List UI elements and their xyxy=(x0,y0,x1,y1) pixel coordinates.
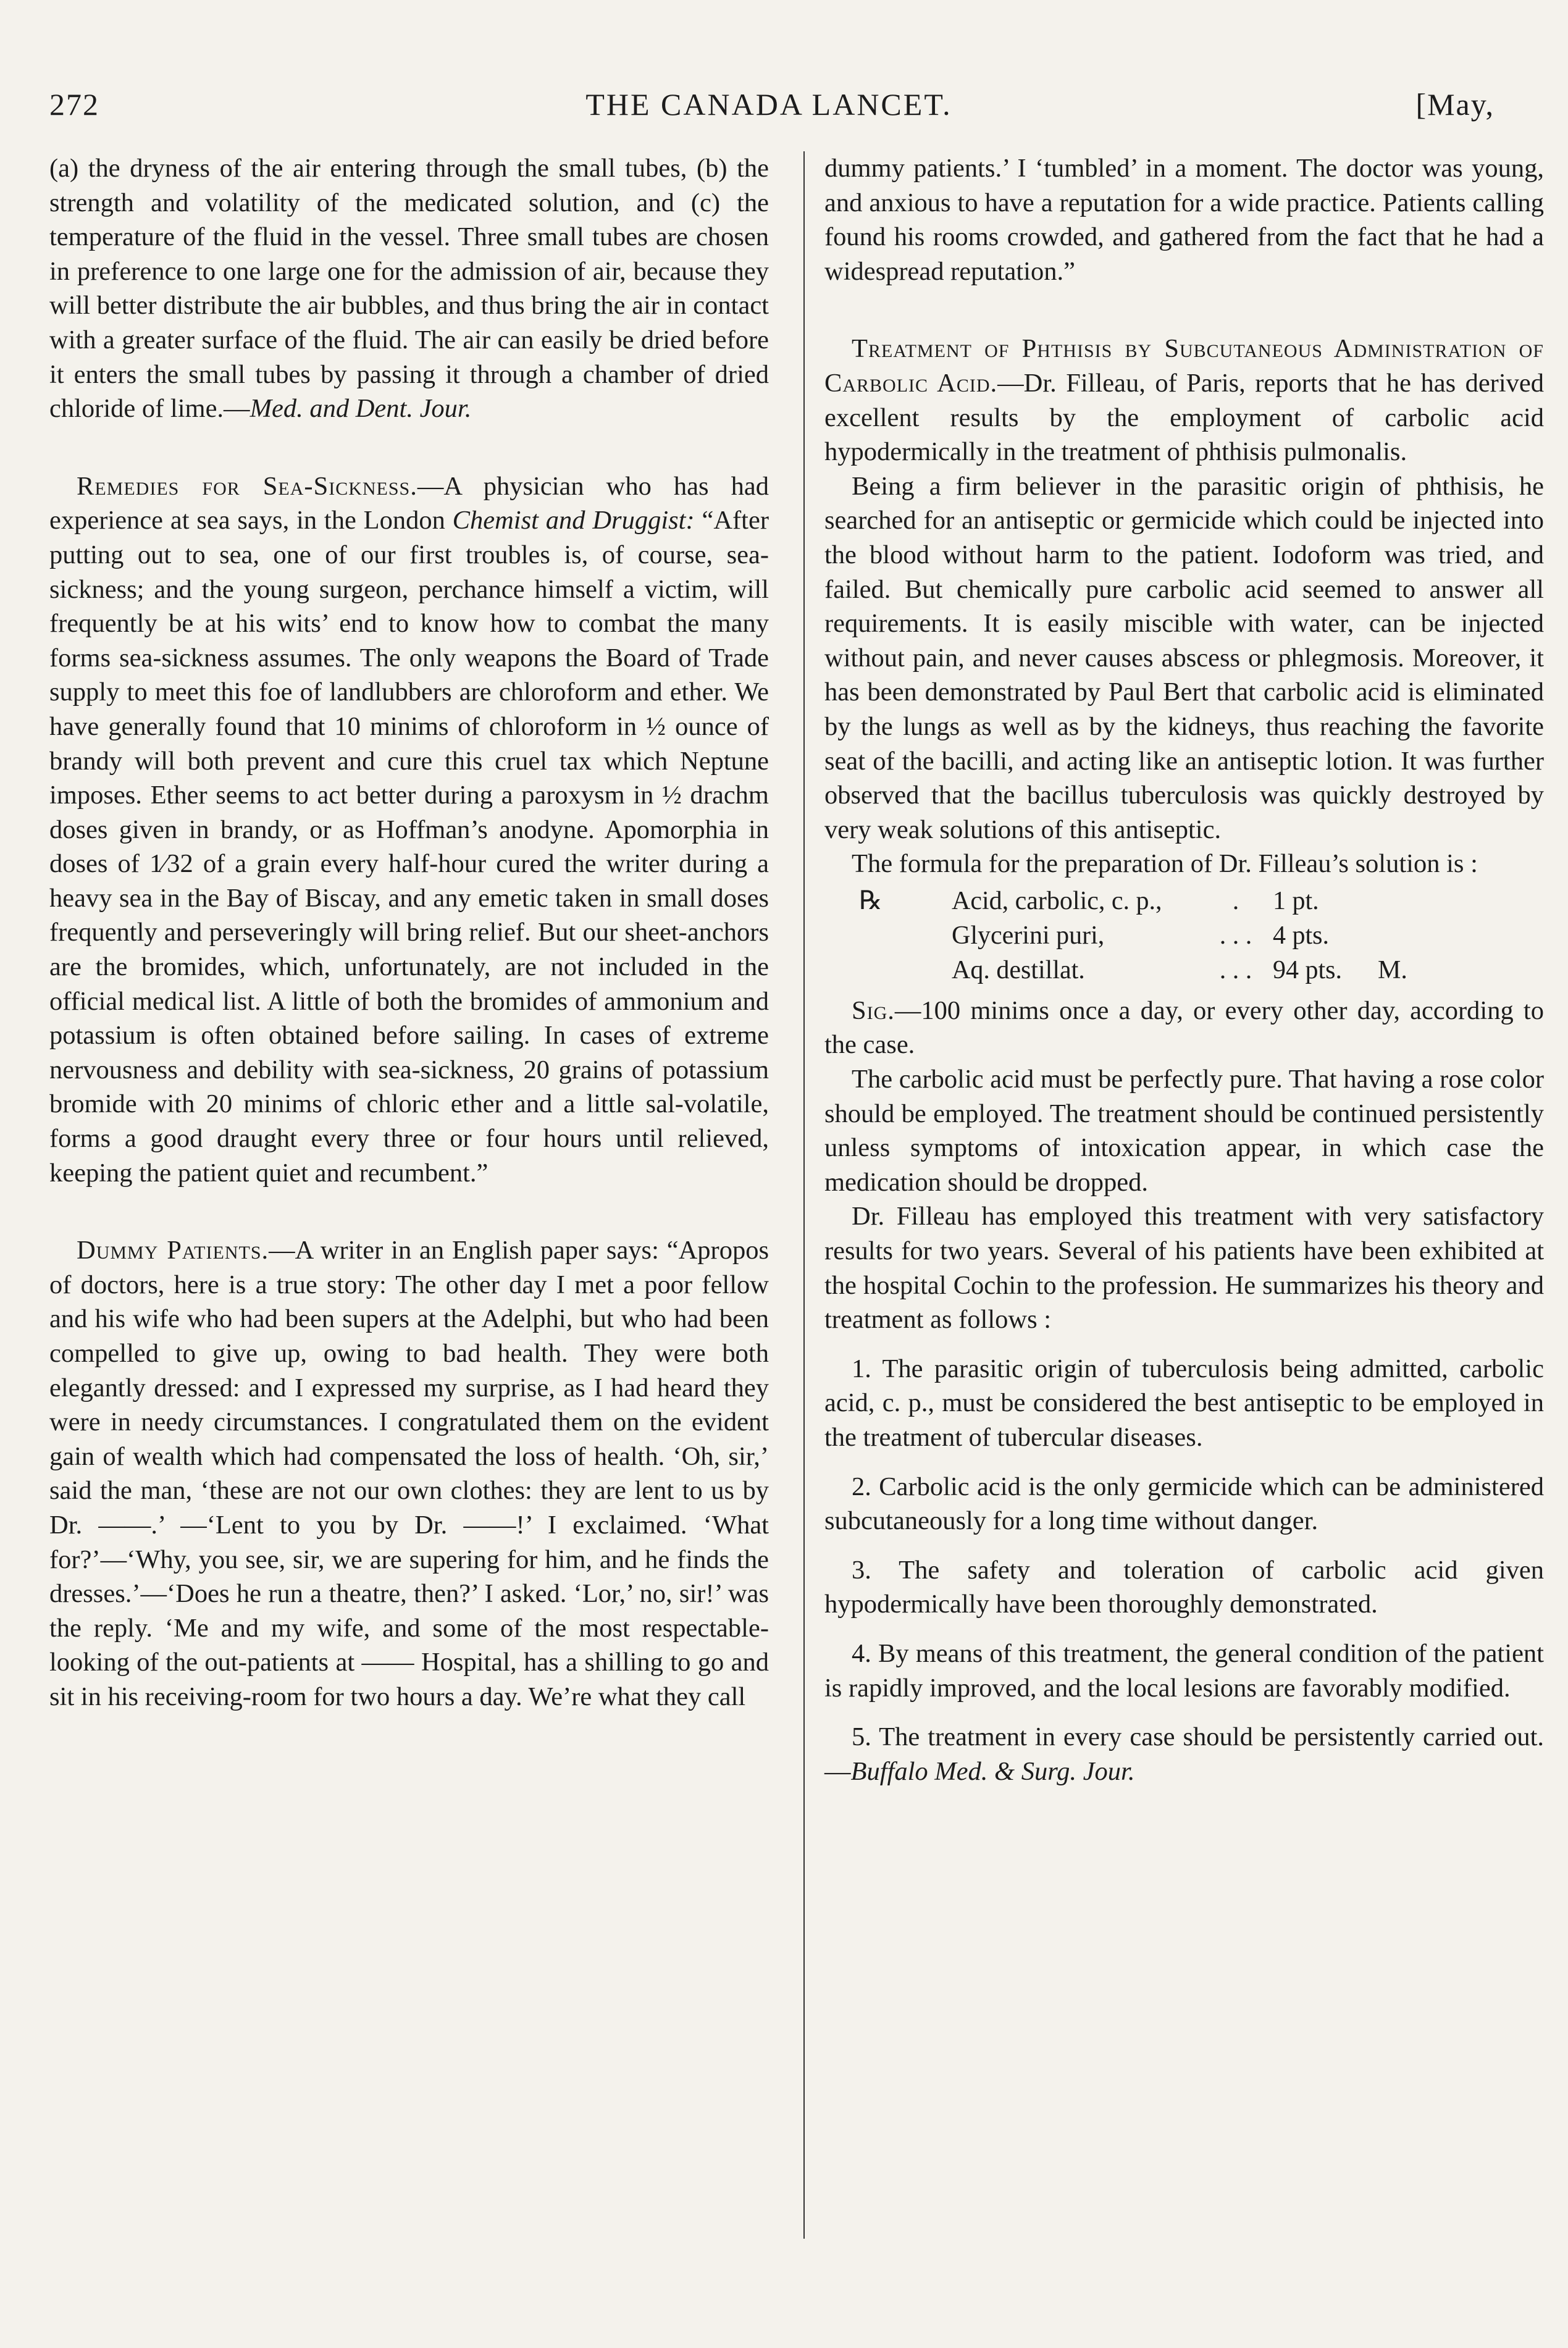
paragraph: The carbolic acid must be perfectly pure. That having a rose color should be employed. The treatment should be continued persistently unless symptoms of intoxication appear, in which case the medication should be dropped. xyxy=(824,1065,1544,1197)
paragraph: The formula for the preparation of Dr. Filleau’s solution is : xyxy=(852,849,1478,879)
sea-sickness-article: Remedies for Sea-Sickness.—A physician who has had experience at sea says, in the London Chemist and Druggist: “After putting out to sea, one of our first troubles is, of course, sea-sickness; and the young surgeon, perchance himself a victim, will frequently be at his wits’ end to know how to combat the many forms sea-sickness assumes. The only weapons the Board of Trade supply to meet this foe of landlubbers are chloroform and ether. We have generally found that 10 minims of chloroform in ½ ounce of brandy will both prevent and cure this cruel tax which Neptune imposes. Ether seems to act better during a paroxysm in ½ drachm doses given in brandy, or as Hoffman’s anodyne. Apomorphia in doses of 1⁄32 of a grain every half-hour cured the writer during a heavy sea in the Bay of Biscay, and any emetic taken in small doses frequently and perseveringly will bring relief. But our sheet-anchors are the bromides, which, unfortunately, are not included in the official medical list. A little of both the bromides of ammonium and potassium is often obtained before sailing. In cases of extreme nervousness and debility with sea-sickness, 20 grains of potassium bromide with 20 minims of chloric ether and a little sal-volatile, forms a good draught every three or four hours until relieved, keeping the patient quiet and recumbent.” xyxy=(49,471,769,1188)
dummy-patients-article: Dummy Patients.—A writer in an English paper says: “Apropos of doctors, here is a true story: The other day I met a poor fellow and his wife who had been supers at the Adelphi, but who had been compelled to give up, owing to bad health. They were both elegantly dressed: and I expressed my surprise, as I had heard they were in needy circumstances. I congratulated them on the evident gain of wealth which had compensated the loss of health. ‘Oh, sir,’ said the man, ‘these are not our own clothes: they are lent to us by Dr. ——.’ —‘Lent to you by Dr. ——!’ I exclaimed. ‘What for?’—‘Why, you see, sir, we are supering for him, and he finds the dresses.’—‘Does he run a theatre, then?’ I asked. ‘Lor,’ no, sir!’ was the reply. ‘Me and my wife, and some of the most respectable-looking of the out-patients at —— Hospital, has a shilling to go and sit in his receiving-room for two hours a day. We’re what they call xyxy=(49,1236,769,1711)
paragraph: Being a firm believer in the parasitic origin of phthisis, he searched for an antiseptic or germicide which could be injected into the blood without harm to the patient. Iodoform was tried, and failed. But chemically pure carbolic acid seemed to answer all requirements. It is easily miscible with water, can be injected without pain, and never causes abscess or phlegmosis. Moreover, it has been demonstrated by Paul Bert that carbolic acid is eliminated by the lungs as well as by the kidneys, thus reaching the favorite seat of the bacilli, and acting like an antiseptic lotion. It was further observed that the bacillus tuberculosis was quickly destroyed by very weak solutions of this antiseptic. xyxy=(824,471,1544,844)
page-header xyxy=(43,80,1495,136)
article-heading: Dummy Patients. xyxy=(77,1236,269,1265)
article-heading: Treatment of Phthisis by Subcutaneous Administration of Carbolic Acid. xyxy=(824,334,1544,398)
recipe-symbol: ℞ xyxy=(859,886,883,915)
formula-row: ℞ Acid, carbolic, c. p., . 1 pt. xyxy=(824,884,1544,918)
phthisis-article: Treatment of Phthisis by Subcutaneous Administration of Carbolic Acid.—Dr. Filleau, of Paris, reports that he has derived excellent results by the employment of carbolic acid hypodermically in the treatment of phthisis pulmonalis. xyxy=(824,334,1545,467)
numbered-point: 4. By means of this treatment, the general condition of the patient is rapidly improved, and the local lesions are favorably modified. xyxy=(824,1638,1544,1703)
numbered-point: 5. The treatment in every case should be persistently carried out.—Buffalo Med. & Surg. Jour. xyxy=(824,1722,1544,1786)
right-column xyxy=(824,151,1544,1788)
page-number: 272 xyxy=(49,87,99,122)
article-heading: Remedies for Sea-Sickness. xyxy=(77,471,417,501)
issue-month: [May, xyxy=(1415,87,1495,122)
column-divider xyxy=(803,151,805,2239)
air-tubes-paragraph: (a) the dryness of the air entering through the small tubes, (b) the strength and volatility of the medicated solution, and (c) the temperature of the fluid in the vessel. Three small tubes are chosen in preference to one large one for the admission of air, because they will better distribute the air bubbles, and thus bring the air in contact with a greater surface of the fluid. The air can easily be dried before it enters the small tubes by passing it through a chamber of dried chloride of lime.—Med. and Dent. Jour. xyxy=(49,154,769,424)
formula-row: Aq. destillat. . . . 94 pts. M. xyxy=(952,955,1407,984)
numbered-point: 3. The safety and toleration of carbolic acid given hypodermically have been thoroughly demonstrated. xyxy=(824,1555,1544,1619)
source-citation: Med. and Dent. Jour. xyxy=(249,394,472,424)
journal-name: Chemist and Druggist: xyxy=(452,506,695,535)
numbered-point: 1. The parasitic origin of tuberculosis being admitted, carbolic acid, c. p., must be considered the best antiseptic to be employed in the treatment of tubercular diseases. xyxy=(824,1354,1544,1452)
dummy-patients-continued: dummy patients.’ I ‘tumbled’ in a moment. The doctor was young, and anxious to have a reputation for a wide practice. Patients calling found his rooms crowded, and gathered from the fact that he had a widespread reputation.” xyxy=(824,154,1544,286)
paragraph: Dr. Filleau has employed this treatment with very satisfactory results for two years. Several of his patients have been exhibited at the hospital Cochin to the profession. He summarizes his theory and treatment as follows : xyxy=(824,1202,1544,1335)
numbered-point: 2. Carbolic acid is the only germicide which can be administered subcutaneously for a long time without danger. xyxy=(824,1472,1544,1536)
signature-directions: Sig.—100 minims once a day, or every other day, according to the case. xyxy=(824,996,1544,1060)
left-column xyxy=(49,151,769,1714)
journal-title: THE CANADA LANCET. xyxy=(585,87,952,122)
formula-row: Glycerini puri, . . . 4 pts. xyxy=(952,921,1330,950)
source-citation: Buffalo Med. & Surg. Jour. xyxy=(850,1756,1135,1786)
prescription-formula xyxy=(824,884,1544,987)
